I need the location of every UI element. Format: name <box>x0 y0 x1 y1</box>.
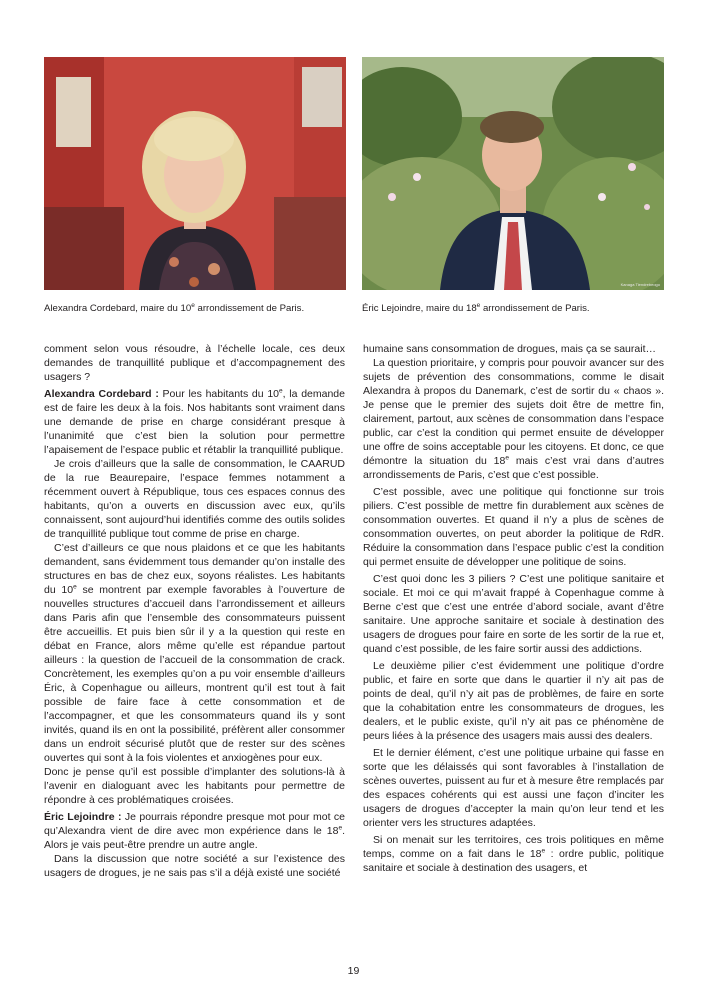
paragraph: Et le dernier élément, c’est une politique urbaine qui fasse en sorte que les délaissés qui sont favorables à l’installation de scènes ouvertes, puissent au fur et à mesure être remplacés par des espaces cohérents qui est aussi une façon d’inciter les usagers de drogues d’accepter la main qu’on leur tend et les orienter vers les structures adaptées. <box>363 747 664 829</box>
paragraph: Donc je pense qu’il est possible d’implanter des solutions-là à l’avenir en dialoguant avec les habitants pour permettre de répondre à ces problématiques croisées. <box>44 766 345 806</box>
paragraph: Dans la discussion que notre société a sur l’existence des usagers de drogues, je ne sais pas s’il a déjà existé une société <box>44 853 345 879</box>
paragraph: comment selon vous résoudre, à l’échelle locale, ces deux demandes de tranquillité publique et d’accompagnement des usagers ? <box>44 343 345 383</box>
caption-left: Alexandra Cordebard, maire du 10e arrondissement de Paris. <box>44 301 305 314</box>
speaker-name: Éric Lejoindre : <box>44 811 122 823</box>
paragraph: Le deuxième pilier c’est évidemment une politique d’ordre public, et faire en sorte que dans le quartier il n’y ait pas de points de deal, qu’il n’y ait pas de problèmes, de faire en sorte que la cohabitation entre les consommateurs de drogues, les dealers, et le public existe, qu’il n’y ait pas ce phénomène de peurs liées à la présence des usagers mais aussi des dealers. <box>363 660 664 742</box>
paragraph: Je crois d’ailleurs que la salle de consommation, le CAARUD de la rue Beaurepaire, l’espace femmes notamment a récemment ouvert à République, tous ces espaces connus des habitants, qu’on a ouverts en discussion avec eux, qu’ils connaissent, sont aujourd’hui identifiés comme des outils solides de tranquillité publique tout comme de prise en charge. <box>44 458 345 540</box>
paragraph: C’est d’ailleurs ce que nous plaidons et ce que les habitants demandent, sans évidemment tous demander qu’on installe des structures en bas de chez eux, soyons réalistes. Les habitants du 10e se montrent par exemple favorables à l’ouverture de nouvelles structures d’accueil dans l’arrondissement et ailleurs dans Paris afin que l’ensemble des consommateurs puissent être accueillis. Et puis bien sûr il y a la question qui reste en débat en France, alors même qu’elle est répandue partout ailleurs : la question de l’accueil de la consommation de crack. Concrètement, les exemples qu’on a pu voir ensemble d’ailleurs Éric, à Copenhague ou ailleurs, montrent qu’il est tout à fait possible de faire face à cette consommation et de l’accompagner, et que les consommateurs quand ils y sont invités, quand ils en ont la possibilité, préfèrent aller consommer dans un endroit sécurisé plutôt que de rester sur des scènes ouvertes qui sont à la fois violentes et anxiogènes pour eux. <box>44 542 346 764</box>
caption-right: Éric Lejoindre, maire du 18e arrondissement de Paris. <box>362 301 590 314</box>
paragraph: C’est quoi donc les 3 piliers ? C’est une politique sanitaire et sociale. Et moi ce qui m’avait frappé à Copenhague comme à Berne c’est que c’est une entrée d’abord sociale, avant d’être sanitaire. Une approche sanitaire et sociale à destination des usagers de drogues pour faire en sorte de les sortir de la rue et, quand c’est possible, de les faire sortir aussi des addictions. <box>363 573 664 655</box>
page-number: 19 <box>347 965 360 977</box>
photo-credit: Kanaga Tiendrebeogo <box>620 282 660 287</box>
paragraph: humaine sans consommation de drogues, mais ça se saurait… <box>363 343 656 355</box>
paragraph: La question prioritaire, y compris pour pouvoir avancer sur des sujets de prévention des consommations, comme le disait Alexandra à propos du Danemark, c’est de sortir du « chaos ». Je pense que le premier des sujets doit être de mettre fin, clairement, partout, aux scènes de consommation dans l’espace public, car c’est la condition qui permet ensuite de développer une offre de soins acceptable pour les citoyens. Et donc, ce que démontre la situation du 18e mais c’est vrai dans d’autres arrondissements de Paris, c’est que c’est possible. <box>363 357 665 481</box>
portrait-photo-eric-lejoindre <box>362 57 664 290</box>
paragraph: Alexandra Cordebard : Pour les habitants du 10e, la demande est de faire les deux à la fois. Nos habitants sont vraiment dans une demande de prise en charge considérant presque à l’unanimité que c’est bien la solution pour permettre l’apaisement de l’espace public et rétablir la tranquillité publique. <box>44 387 345 456</box>
paragraph: Si on menait sur les territoires, ces trois politiques en même temps, comme on a fait dans le 18e : ordre public, politique sanitaire et sociale à destination des usagers, et <box>363 834 664 874</box>
left-text-column <box>44 342 345 880</box>
speaker-name: Alexandra Cordebard : <box>44 388 159 400</box>
right-text-column <box>363 342 664 875</box>
paragraph: Éric Lejoindre : Je pourrais répondre presque mot pour mot ce qu’Alexandra vient de dire avec mon expérience dans le 18e. Alors je vais peut-être prendre un autre angle. <box>44 811 346 851</box>
portrait-illustration <box>362 57 664 290</box>
paragraph: C’est possible, avec une politique qui fonctionne sur trois piliers. C’est possible de mettre fin durablement aux scènes de consommation ouvertes. Et quand il n’y a plus de scènes de consommation ouvertes, on peut aborder la politique de RdR. Réduire la consommation dans l’espace public c’est la condition qui permet ensuite de développer une politique de soins. <box>363 486 664 568</box>
portrait-illustration <box>44 57 346 290</box>
portrait-photo-alexandra-cordebard <box>44 57 346 290</box>
